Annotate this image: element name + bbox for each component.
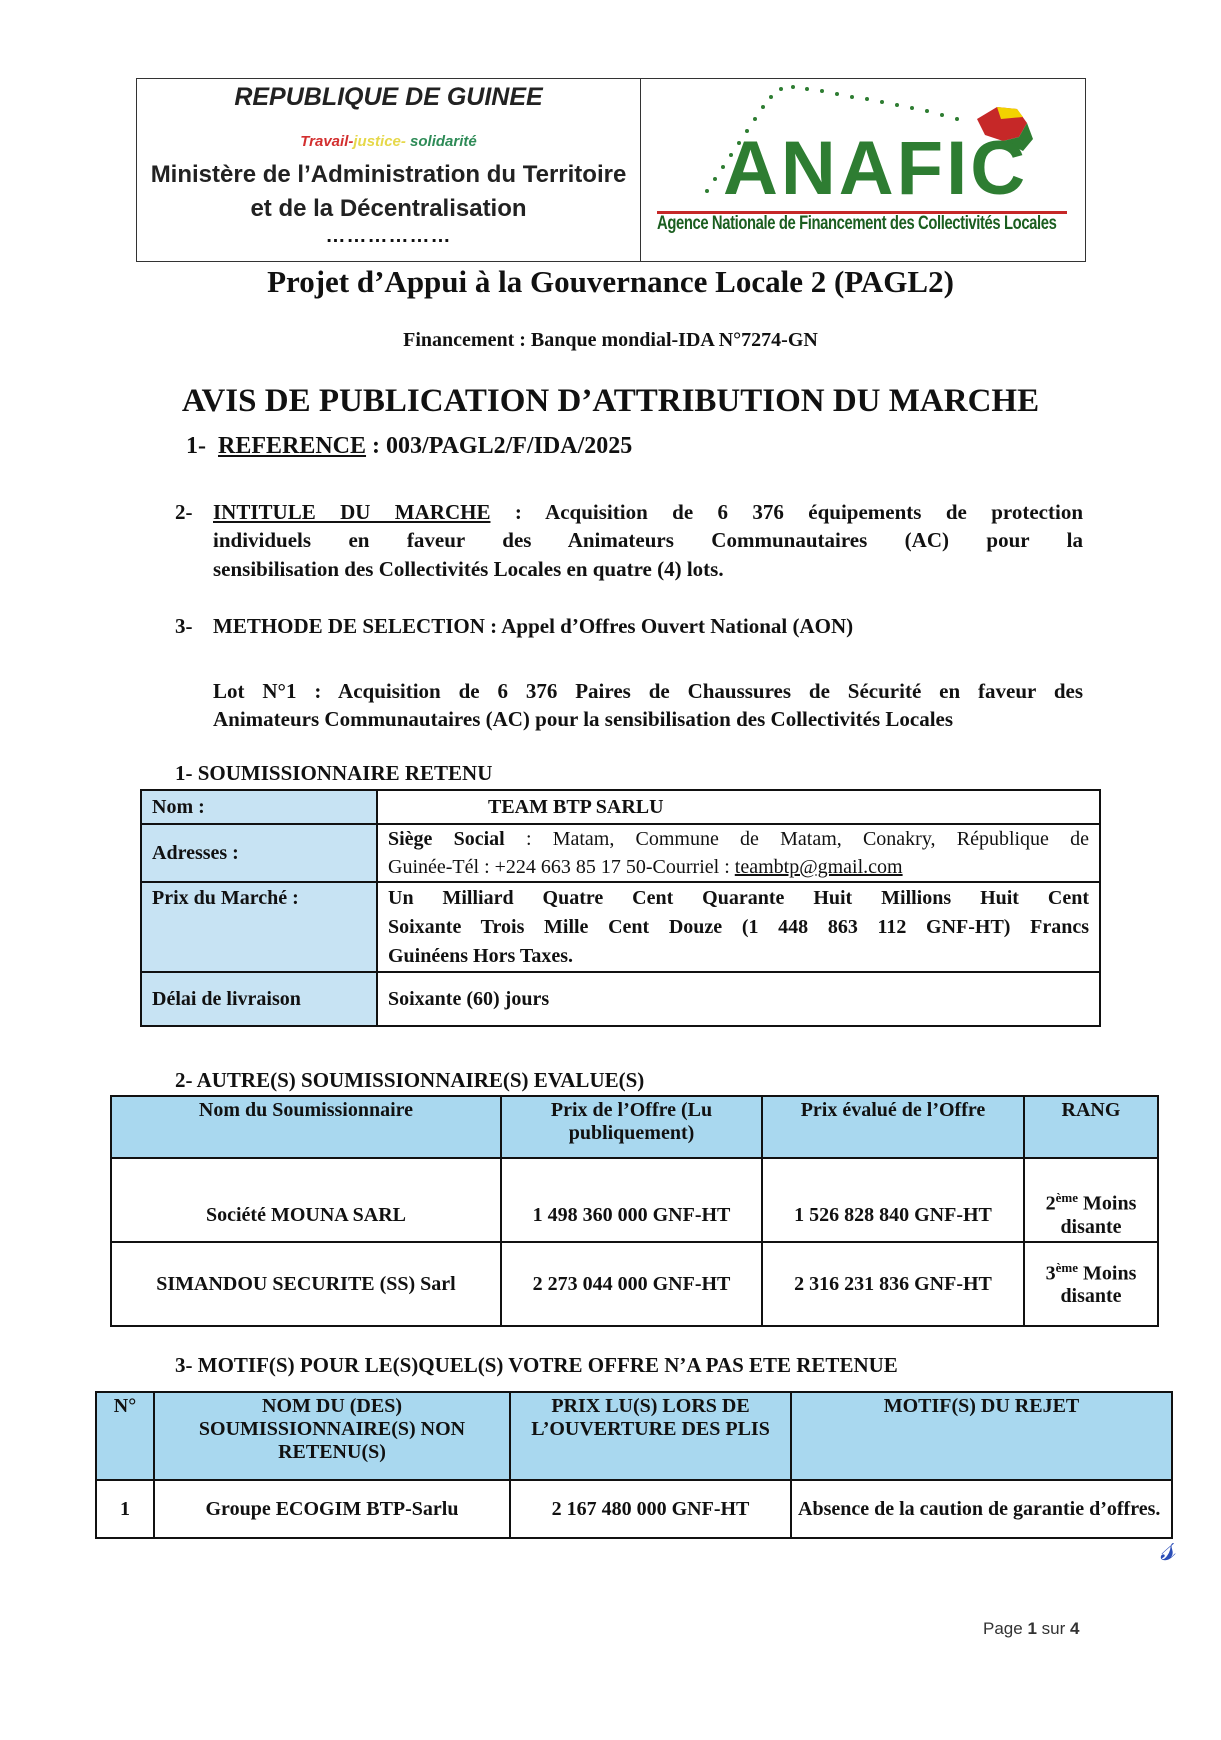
intitule-line-2: individuels en faveur des Animateurs Communautaires (AC) pour la	[213, 528, 1083, 552]
rank-number: 3	[1045, 1262, 1056, 1285]
letterhead	[136, 78, 1086, 262]
letterhead-divider	[640, 79, 641, 261]
rejected-reason: Absence de la caution de garantie d’offres.	[791, 1480, 1172, 1538]
evaluated-bidders-table	[110, 1095, 1159, 1327]
notice-title: AVIS DE PUBLICATION D’ATTRIBUTION DU MARCHE	[181, 383, 1040, 419]
col-header-rank: RANG	[1024, 1096, 1158, 1158]
col-header-name: Nom du Soumissionnaire	[111, 1096, 501, 1158]
lot-line-1: Lot N°1 : Acquisition de 6 376 Paires de Chaussures de Sécurité en faveur des	[213, 679, 1083, 703]
intitule-line-1	[213, 500, 1083, 525]
adresse-line-1: : Matam, Commune de Matam, Conakry, République de	[504, 828, 1090, 850]
col-header-reason: MOTIF(S) DU REJET	[791, 1392, 1172, 1480]
rank-number: 2	[1045, 1193, 1056, 1215]
republic-title: REPUBLIQUE DE GUINEE	[234, 83, 543, 111]
nom-value: TEAM BTP SARLU	[377, 790, 1100, 824]
table-header-row	[111, 1096, 1158, 1158]
anafic-logo-text: ANAFIC	[723, 126, 1029, 211]
adresse-line-2: Guinée-Tél : +224 663 85 17 50-Courriel :	[388, 856, 735, 878]
rank-text: Moins disante	[1060, 1193, 1137, 1238]
intitule-line-3: sensibilisation des Collectivités Locales en quatre (4) lots.	[213, 557, 724, 581]
winner-table	[140, 789, 1101, 1027]
table-row	[141, 790, 1100, 824]
reference-value: : 003/PAGL2/F/IDA/2025	[366, 433, 633, 459]
table-row	[111, 1158, 1158, 1242]
delai-value: Soixante (60) jours	[377, 972, 1100, 1026]
bidder-rank	[1024, 1158, 1158, 1242]
ministry-line-2: et de la Décentralisation	[250, 195, 527, 222]
table-row	[141, 824, 1100, 882]
col-header-read-price: Prix de l’Offre (Lu publiquement)	[501, 1096, 762, 1158]
col-header-no: N°	[96, 1392, 154, 1480]
rejected-bidders-table	[95, 1391, 1173, 1539]
methode-line: METHODE DE SELECTION : Appel d’Offres Ouvert National (AON)	[213, 614, 854, 638]
bidder-evaluated-price: 2 316 231 836 GNF-HT	[762, 1242, 1024, 1326]
nom-label: Nom :	[141, 790, 377, 824]
rank-text: Moins disante	[1060, 1262, 1137, 1308]
rank-sup: ème	[1055, 1259, 1079, 1275]
col-header-evaluated-price: Prix évalué de l’Offre	[762, 1096, 1024, 1158]
ministry-dots: ………………	[325, 225, 452, 247]
page-current: 1	[1027, 1619, 1037, 1638]
intitule-text-1: : Acquisition de 6 376 équipements de protection	[490, 500, 1083, 524]
siege-social-label: Siège Social	[388, 828, 505, 850]
prix-line-3: Guinéens Hors Taxes.	[388, 944, 574, 967]
rank-sup: ème	[1055, 1190, 1079, 1206]
motto-travail: Travail-	[300, 133, 354, 150]
table-row	[141, 882, 1100, 972]
bidder-evaluated-price: 1 526 828 840 GNF-HT	[762, 1158, 1024, 1242]
delai-label: Délai de livraison	[141, 972, 377, 1026]
section1-heading: 1- SOUMISSIONNAIRE RETENU	[175, 761, 493, 785]
ministry-line-1: Ministère de l’Administration du Territoire	[150, 161, 627, 188]
adresse-value	[377, 824, 1100, 882]
intitule-number: 2-	[175, 500, 193, 524]
page-prefix: Page	[983, 1619, 1028, 1638]
rejected-price: 2 167 480 000 GNF-HT	[510, 1480, 791, 1538]
financing-line: Financement : Banque mondial-IDA N°7274-GN	[403, 329, 818, 351]
page-mid: sur	[1036, 1619, 1070, 1638]
methode-number: 3-	[175, 614, 193, 638]
reference-line	[186, 433, 632, 460]
reference-label: REFERENCE	[218, 433, 367, 459]
intitule-label: INTITULE DU MARCHE	[213, 500, 491, 524]
rejected-name: Groupe ECOGIM BTP-Sarlu	[154, 1480, 510, 1538]
page-number	[983, 1619, 1079, 1639]
initials-signature-icon: 𝓈	[1160, 1524, 1175, 1570]
bidder-read-price: 1 498 360 000 GNF-HT	[501, 1158, 762, 1242]
project-title: Projet d’Appui à la Gouvernance Locale 2 (PAGL2)	[267, 264, 954, 299]
lot-line-2: Animateurs Communautaires (AC) pour la sensibilisation des Collectivités Locales	[213, 707, 954, 731]
page-total: 4	[1069, 1619, 1080, 1638]
reference-number: 1-	[186, 433, 206, 459]
prix-line-1: Un Milliard Quatre Cent Quarante Huit Millions Huit Cent	[388, 886, 1089, 909]
col-header-rejected-name: NOM DU (DES) SOUMISSIONNAIRE(S) NON RETENU(S)	[154, 1392, 510, 1480]
national-motto	[137, 133, 640, 150]
table-header-row	[96, 1392, 1172, 1480]
email-link[interactable]: teambtp@gmail.com	[734, 856, 903, 878]
bidder-name: Société MOUNA SARL	[111, 1158, 501, 1242]
rejected-no: 1	[96, 1480, 154, 1538]
prix-value	[377, 882, 1100, 972]
bidder-name: SIMANDOU SECURITE (SS) Sarl	[111, 1242, 501, 1326]
bidder-read-price: 2 273 044 000 GNF-HT	[501, 1242, 762, 1326]
table-row	[141, 972, 1100, 1026]
motto-solidarite: solidarité	[405, 133, 477, 150]
prix-label: Prix du Marché :	[141, 882, 377, 972]
motto-justice: justice-	[353, 133, 406, 150]
section2-heading: 2- AUTRE(S) SOUMISSIONNAIRE(S) EVALUE(S)	[175, 1068, 645, 1092]
prix-line-2: Soixante Trois Mille Cent Douze (1 448 863 112 GNF-HT) Francs	[388, 915, 1089, 938]
table-row	[111, 1242, 1158, 1326]
table-row	[96, 1480, 1172, 1538]
anafic-logo-subtitle: Agence Nationale de Financement des Collectivités Locales	[657, 213, 1057, 234]
col-header-read-price: PRIX LU(S) LORS DE L’OUVERTURE DES PLIS	[510, 1392, 791, 1480]
adresse-label: Adresses :	[141, 824, 377, 882]
bidder-rank	[1024, 1242, 1158, 1326]
section3-heading: 3- MOTIF(S) POUR LE(S)QUEL(S) VOTRE OFFRE N’A PAS ETE RETENUE	[175, 1353, 898, 1377]
